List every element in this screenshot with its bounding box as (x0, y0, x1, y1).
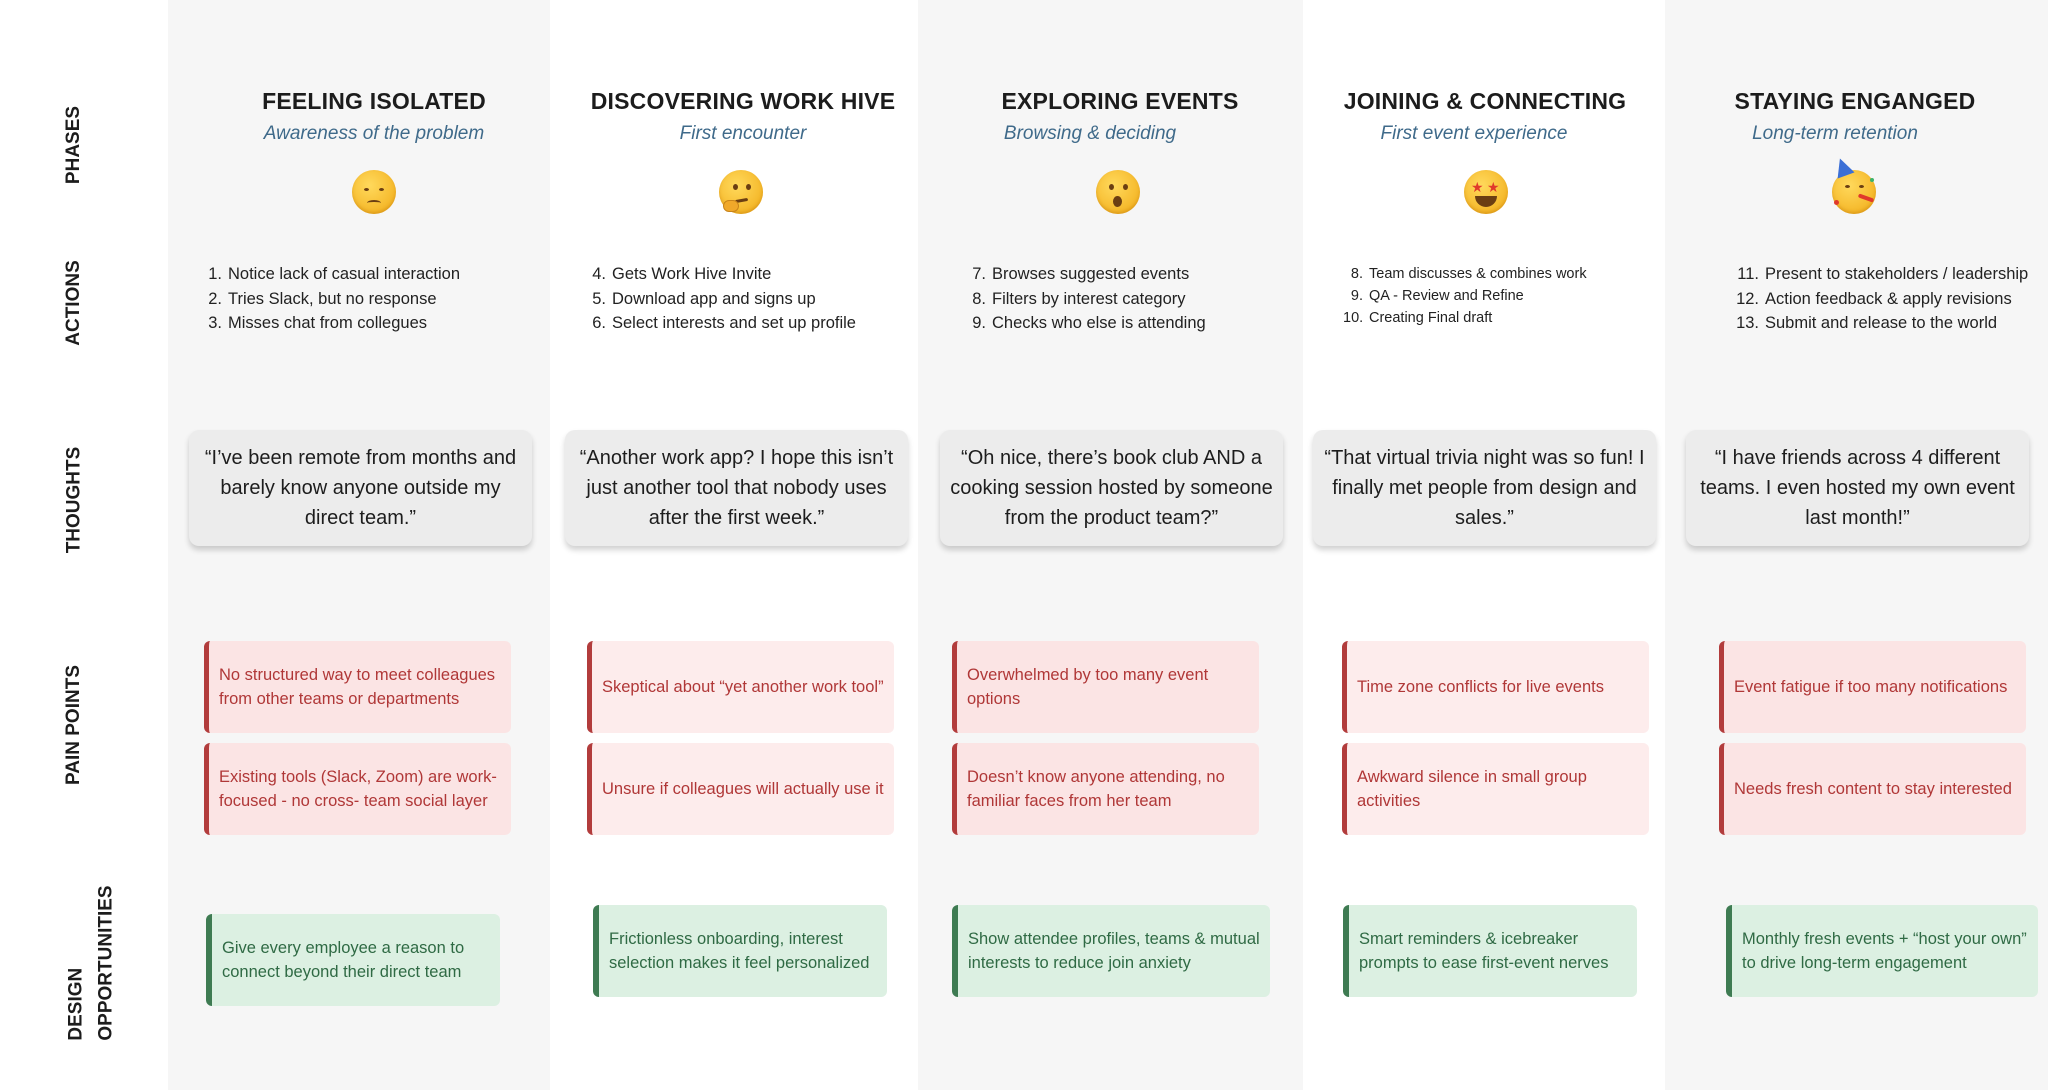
action-text: Team discusses & combines work (1369, 266, 1587, 282)
actions-list-5 (1734, 262, 2028, 336)
action-item (1343, 263, 1587, 285)
phase-title: DISCOVERING WORK HIVE (590, 88, 896, 114)
action-text: Action feedback & apply revisions (1765, 289, 2012, 308)
actions-list-1 (206, 262, 460, 336)
action-item (970, 287, 1206, 312)
phase-title: STAYING ENGANGED (1734, 88, 1976, 114)
phase-subtitle: Browsing & deciding (1003, 123, 1177, 144)
action-item (1734, 287, 2028, 312)
action-item (206, 287, 460, 312)
actions-list-3 (970, 262, 1206, 336)
action-number: 12. (1736, 289, 1759, 308)
pain-point-card: Unsure if colleagues will actually use it (587, 743, 894, 835)
action-item (1734, 311, 2028, 336)
thought-bubble-4: “That virtual trivia night was so fun! I finally met people from design and sales.” (1313, 430, 1656, 546)
phase-header-exploring-events (940, 88, 1300, 145)
pain-point-card: Awkward silence in small group activities (1342, 743, 1649, 835)
row-label-design-opportunities (62, 880, 122, 1045)
design-opportunity-card: Show attendee profiles, teams & mutual interests to reduce join anxiety (952, 905, 1270, 997)
action-item (1343, 307, 1587, 329)
action-number: 13. (1736, 314, 1759, 332)
design-opportunity-card: Frictionless onboarding, interest selection makes it feel personalized (593, 905, 887, 997)
action-item (1734, 262, 2028, 287)
phase-header-joining-connecting (1310, 88, 1660, 145)
row-label-thoughts-text: THOUGHTS (63, 446, 85, 554)
action-text: Misses chat from collegues (228, 314, 427, 332)
action-item (590, 262, 856, 287)
action-text: Creating Final draft (1369, 310, 1493, 326)
action-number: 9. (972, 314, 986, 332)
design-opportunity-card: Smart reminders & icebreaker prompts to ease first-event nerves (1343, 905, 1637, 997)
action-item (1343, 285, 1587, 307)
phase-title: JOINING & CONNECTING (1343, 88, 1627, 114)
phase-title: EXPLORING EVENTS (1001, 88, 1239, 114)
hushed-face-icon (1096, 170, 1140, 214)
actions-list-2 (590, 262, 856, 336)
row-label-actions (54, 255, 94, 350)
action-text: Notice lack of casual interaction (228, 265, 461, 283)
thought-bubble-3: “Oh nice, there’s book club AND a cooking session hosted by someone from the product team?” (940, 430, 1283, 546)
pain-point-card: Overwhelmed by too many event options (952, 641, 1259, 733)
thought-bubble-5: “I have friends across 4 different teams. I even hosted my own event last month!” (1686, 430, 2029, 546)
pain-point-card: Event fatigue if too many notifications (1719, 641, 2026, 733)
phase-subtitle: Awareness of the problem (263, 123, 485, 144)
action-text: Download app and signs up (612, 289, 816, 308)
action-item (206, 262, 460, 287)
action-number: 4. (592, 265, 606, 283)
pensive-face-icon (352, 170, 396, 214)
action-number: 3. (208, 314, 222, 332)
action-text: Checks who else is attending (992, 314, 1206, 332)
row-label-pain-points-text: PAIN POINTS (63, 665, 84, 785)
action-item (970, 262, 1206, 287)
row-label-design-line2: OPPORTUNITIES (96, 884, 117, 1041)
thought-bubble-1: “I’ve been remote from months and barely know anyone outside my direct team.” (189, 430, 532, 546)
action-text: Filters by interest category (992, 289, 1186, 308)
action-number: 5. (592, 289, 606, 308)
pain-point-card: No structured way to meet colleagues from other teams or departments (204, 641, 511, 733)
pain-point-card: Skeptical about “yet another work tool” (587, 641, 894, 733)
action-text: Submit and release to the world (1765, 314, 1998, 332)
pain-point-card: Needs fresh content to stay interested (1719, 743, 2026, 835)
row-label-thoughts (54, 440, 94, 560)
row-label-design-opportunities-text (62, 885, 122, 1040)
action-text: Browses suggested events (992, 265, 1190, 283)
thinking-face-icon (719, 170, 763, 214)
actions-list-4 (1343, 263, 1587, 329)
action-number: 10. (1343, 310, 1364, 326)
row-label-phases-text: PHASES (63, 105, 85, 185)
row-label-actions-text: ACTIONS (63, 259, 84, 346)
action-item (590, 311, 856, 336)
action-number: 6. (592, 314, 606, 332)
action-number: 1. (208, 265, 222, 283)
action-item (970, 311, 1206, 336)
row-label-design-line1: DESIGN (66, 967, 87, 1041)
action-number: 11. (1737, 265, 1759, 283)
action-text: QA - Review and Refine (1369, 288, 1524, 304)
phase-subtitle: First encounter (679, 123, 807, 144)
design-opportunity-card: Give every employee a reason to connect beyond their direct team (206, 914, 500, 1006)
action-text: Gets Work Hive Invite (612, 265, 772, 283)
action-item (206, 311, 460, 336)
action-item (590, 287, 856, 312)
phase-header-discovering-work-hive (570, 88, 916, 145)
action-text: Tries Slack, but no response (228, 289, 437, 308)
row-label-pain-points (54, 660, 94, 790)
pain-point-card: Existing tools (Slack, Zoom) are work- focused - no cross- team social layer (204, 743, 511, 835)
action-number: 7. (972, 265, 986, 283)
phase-header-feeling-isolated (184, 88, 564, 145)
pain-point-card: Doesn’t know anyone attending, no familiar faces from her team (952, 743, 1259, 835)
row-label-phases (54, 100, 94, 190)
phase-title: FEELING ISOLATED (262, 88, 486, 114)
action-number: 8. (972, 289, 986, 308)
action-text: Select interests and set up profile (612, 314, 856, 332)
design-opportunity-card: Monthly fresh events + “host your own” to drive long-term engagement (1726, 905, 2038, 997)
action-number: 8. (1350, 266, 1363, 282)
action-number: 9. (1350, 288, 1363, 304)
pain-point-card: Time zone conflicts for live events (1342, 641, 1649, 733)
action-text: Present to stakeholders / leadership (1765, 265, 2029, 283)
phase-subtitle: First event experience (1380, 123, 1568, 144)
thought-bubble-2: “Another work app? I hope this isn’t just another tool that nobody uses after the first week.” (565, 430, 908, 546)
action-number: 2. (208, 289, 222, 308)
partying-face-icon (1832, 170, 1876, 214)
star-struck-face-icon: ★ ★ (1464, 170, 1508, 214)
phase-header-staying-engaged (1680, 88, 2030, 145)
phase-subtitle: Long-term retention (1752, 123, 1918, 144)
